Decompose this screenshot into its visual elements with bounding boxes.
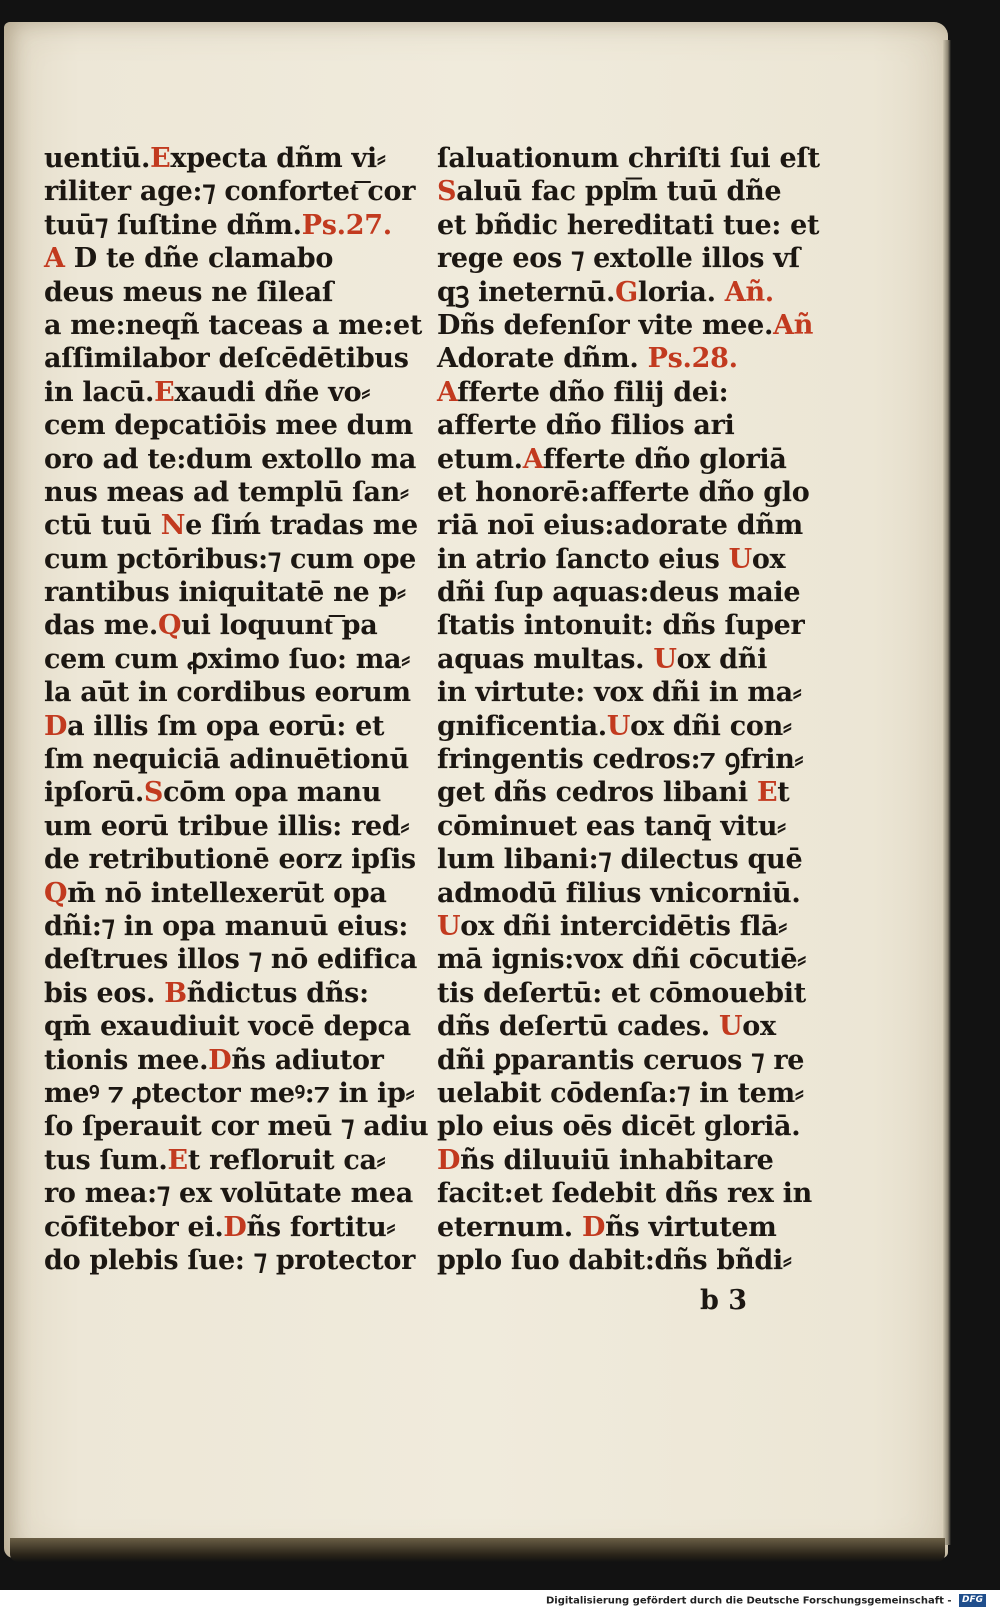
text-segment: ro mea:⁊ ex volūtate mea [44,1178,413,1210]
text-segment: gnificentia. [437,710,607,742]
text-line [44,1010,414,1043]
text-segment: m̄ nō intellexerūt opa [67,877,387,909]
page-edge [943,40,951,1545]
rubric-initial: S [437,176,457,208]
text-segment: rantibus iniquitatē ne p⸗ [44,577,406,609]
text-segment: ñs adiutor [231,1044,384,1076]
text-line [44,810,414,843]
text-line [437,1110,807,1143]
text-segment: aſſimilabor deſcēdētibus [44,343,409,375]
text-segment: in atrio ſancto eius [437,543,729,575]
text-line [44,843,414,876]
page-bottom-edge [10,1538,945,1562]
text-segment: facit:et ſedebit dñs rex in [437,1178,812,1210]
text-line [437,643,807,676]
text-line [44,443,417,476]
rubric-initial: S [143,777,164,809]
text-line [437,376,807,409]
text-line [437,1244,807,1277]
text-segment: fferte dño gloriā [542,443,787,475]
text-segment: cōfitebor ei. [44,1211,224,1243]
text-segment: afferte dño filios ari [437,410,735,442]
text-segment: ox [742,1011,776,1043]
signature-mark: b 3 [700,1285,748,1316]
rubric-initial: A [522,443,543,475]
right-text-column [437,142,820,1277]
text-segment: riliter age:⁊ confortet͞ cor [44,176,416,208]
text-segment: etum. [437,443,523,475]
text-line [437,843,807,876]
rubric-initial: U [653,643,677,675]
rubric-initial: G [615,276,638,308]
rubric-initial: D [223,1211,247,1243]
text-line [44,710,414,743]
text-segment: aluū fac ppl͞m tuū dñe [456,176,782,208]
text-segment: ipſorū. [44,777,144,809]
text-line [437,676,807,709]
rubric-initial: Añ [773,309,814,341]
text-segment: ox dñi [676,643,768,675]
text-line [437,1144,807,1177]
text-segment: um eorū tribue illis: red⸗ [44,810,410,842]
text-line [44,1144,414,1177]
rubric-initial: A [437,376,458,408]
text-line [44,376,414,409]
text-line [44,1077,414,1110]
rubric-initial: Ps.28. [647,343,738,375]
text-segment: tuū⁊ ſuſtine dñm. [44,209,302,241]
text-segment: mā ignis:vox dñi cōcutiē⸗ [437,944,806,976]
text-segment: la aūt in cordibus eorum [44,677,411,709]
text-line [44,1177,414,1210]
text-segment: eternum. [437,1211,582,1243]
text-segment: in lacū. [44,376,155,408]
text-segment: deus meus ne ſileaſ [44,276,334,308]
text-line [44,609,414,642]
rubric-initial: E [154,376,175,408]
text-segment: oro ad te:dum extollo ma [44,443,417,475]
text-segment: in virtute: vox dñi in ma⸗ [437,677,802,709]
text-segment: meꝰ ⁊ ꝓtector meꝰ:⁊ in ip⸗ [44,1077,415,1109]
text-segment: qm̄ exaudiuit vocē depca [44,1011,411,1043]
text-segment: de retributionē eorz ipſis [44,844,416,876]
text-line [437,509,807,542]
text-line [44,209,414,242]
text-line [44,676,414,709]
rubric-initial: D [44,710,68,742]
text-line [437,443,807,476]
text-line [44,1044,414,1077]
text-line [44,276,414,309]
text-line [437,609,807,642]
text-line [437,342,807,375]
text-line [437,276,807,309]
text-segment: nus meas ad templū ſan⸗ [44,476,409,508]
text-segment: dñs deſertū cades. [437,1011,719,1043]
text-segment: cem depcatiōis mee dum [44,410,413,442]
text-line [44,509,418,542]
text-segment: fringentis cedros:⁊ ꝯfrin⸗ [437,744,804,776]
funding-credit [546,1594,986,1609]
text-line [44,776,414,809]
text-segment: das me. [44,610,159,642]
text-segment: admodū filius vnicorniū. [437,877,801,909]
text-line [44,877,414,910]
text-line [437,309,814,342]
rubric-initial: A [44,243,65,275]
text-line [44,142,414,175]
text-segment: bis eos. [44,977,165,1009]
rubric-initial: B [164,977,187,1009]
text-line [437,977,807,1010]
text-segment: tis deſertū: et cōmouebit [437,977,806,1009]
text-line [44,242,414,275]
text-segment: et honorē:afferte dño glo [437,476,810,508]
text-segment: xpecta dñm vi⸗ [170,143,386,174]
text-line [437,776,807,809]
text-segment: tionis mee. [44,1044,209,1076]
text-segment: Dñs defenſor vite mee. [437,309,774,341]
text-segment: deſtrues illos ⁊ nō edifica [44,944,418,976]
text-line [437,576,807,609]
text-segment: cum pctōribus:⁊ cum ope [44,543,417,575]
rubric-initial: D [208,1044,232,1076]
text-line [437,142,820,175]
text-segment: ñs fortitu⸗ [246,1211,396,1243]
rubric-initial: N [160,510,186,542]
text-line [437,1077,807,1110]
text-line [437,743,807,776]
text-segment: get dñs cedros libani [437,777,757,809]
text-line [44,1211,414,1244]
text-segment: t refloruit ca⸗ [187,1144,386,1176]
text-line [437,1177,812,1210]
rubric-initial: Q [158,610,182,642]
text-segment: dñi ſup aquas:deus maie [437,577,801,609]
text-segment: dñi:⁊ in opa manuū eius: [44,910,409,942]
text-line [44,977,414,1010]
text-segment: plo eius oēs dicēt gloriā. [437,1111,801,1143]
text-line [44,409,414,442]
text-segment: pplo ſuo dabit:dñs bñdi⸗ [437,1244,792,1276]
text-segment: ñs virtutem [605,1211,777,1243]
rubric-initial: D [581,1211,606,1243]
text-line [437,543,807,576]
text-segment: Adorate dñm. [437,343,648,375]
text-line [437,209,820,242]
text-segment: ñs diluuiū inhabitare [460,1144,774,1176]
text-segment: e ſiḿ tradas me [185,510,418,542]
rubric-initial: U [728,543,752,575]
text-line [437,242,807,275]
rubric-initial: U [437,910,461,942]
text-segment: ctū tuū [44,510,161,542]
text-line [437,710,807,743]
text-segment: cōm opa manu [163,777,382,809]
rubric-initial: E [167,1144,188,1176]
credit-text: Digitalisierung gefördert durch die Deutsche Forschungsgemeinschaft - [545,1595,952,1607]
text-segment: tus ſum. [44,1144,168,1176]
text-line [44,743,414,776]
text-line [437,409,807,442]
text-line [437,1010,807,1043]
rubric-initial: D [437,1144,461,1176]
left-text-column [44,142,429,1277]
text-segment: t [777,777,790,809]
text-segment: ſaluationum chriſti ſui eſt [437,143,820,174]
text-segment: ſm nequiciā adinuētionū [44,744,409,776]
rubric-initial: Ps.27. [301,209,392,241]
text-line [44,576,414,609]
text-segment: a me:neqñ taceas a me:et [44,309,423,341]
text-line [44,643,414,676]
rubric-initial: E [756,777,778,809]
text-segment: fferte dño filij dei: [457,376,729,408]
rubric-initial: U [718,1011,743,1043]
text-segment: do plebis ſue: ⁊ protector [44,1244,416,1276]
text-line [44,476,414,509]
text-line [44,175,414,208]
text-line [437,943,807,976]
text-segment: ñdictus dñs: [186,977,369,1009]
text-segment: ox [751,543,786,575]
text-segment: cōminuet eas tanq̄ vitu⸗ [437,810,786,842]
text-line [437,877,807,910]
text-segment: riā noī eius:adorate dñm [437,510,803,542]
text-segment: ox dñi con⸗ [630,710,792,742]
text-segment: loria. [637,276,725,308]
rubric-initial: Añ. [724,276,774,308]
text-segment: uelabit cōdenſa:⁊ in tem⸗ [437,1077,804,1109]
text-segment: dñi ꝑparantis ceruos ⁊ re [437,1044,805,1076]
text-line [44,342,414,375]
text-segment: lum libani:⁊ dilectus quē [437,844,803,876]
text-segment: ſo ſperauit cor meū ⁊ adiu [44,1111,429,1143]
text-segment: cem cum ꝓximo ſuo: ma⸗ [44,643,410,675]
text-line [437,1211,807,1244]
text-segment: ox dñi intercidētis flā⸗ [460,910,787,942]
text-line [437,910,807,943]
text-segment: rege eos ⁊ extolle illos vſ [437,243,800,275]
text-line [437,810,807,843]
rubric-initial: U [606,710,631,742]
text-line [44,309,423,342]
rubric-initial: E [150,143,171,174]
rubric-initial: Q [44,877,68,909]
text-segment: qꝫ ineternū. [437,276,616,308]
text-segment: aquas multas. [437,643,654,675]
text-segment: ſtatis intonuit: dñs ſuper [437,610,805,642]
text-segment: et bñdic hereditati tue: et [437,209,820,241]
text-line [437,175,807,208]
dfg-logo-icon: DFG [959,1594,986,1607]
text-line [44,943,418,976]
text-segment: D te dñe clamabo [64,243,334,275]
text-line [44,910,414,943]
text-segment: ui loquunt͞ pa [181,610,378,642]
text-line [437,476,810,509]
text-segment: xaudi dñe vo⸗ [174,376,371,408]
text-line [44,1110,429,1143]
text-segment: uentiū. [44,143,151,174]
text-line [44,1244,414,1277]
text-line [44,543,417,576]
text-segment: a illis ſm opa eorū: et [67,710,385,742]
text-line [437,1044,807,1077]
